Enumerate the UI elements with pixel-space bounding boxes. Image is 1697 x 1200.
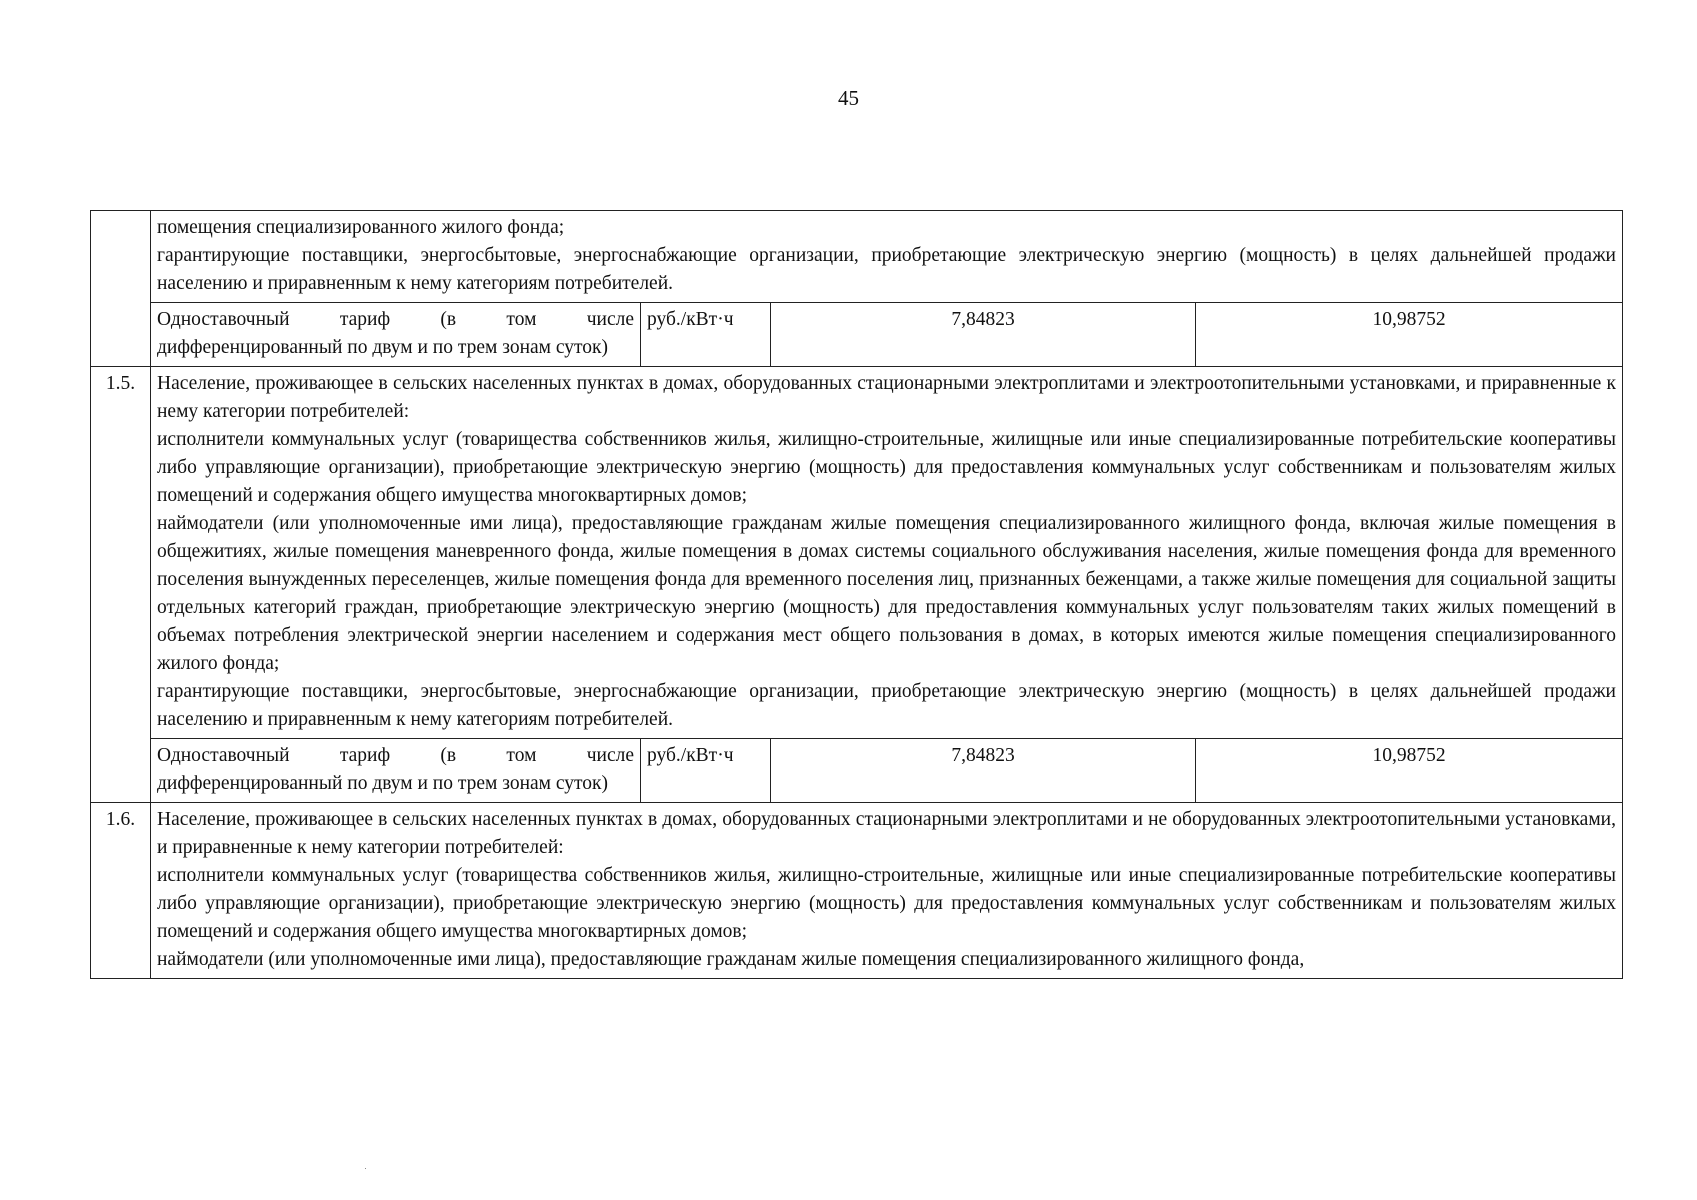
row-description xyxy=(151,211,1623,303)
row-description xyxy=(151,803,1623,979)
tariff-table xyxy=(90,210,1623,979)
description-paragraph: наймодатели (или уполномоченные ими лица), предоставляющие гражданам жилые помещения специализированного жилищного фонда, xyxy=(157,949,1305,970)
description-paragraph: исполнители коммунальных услуг (товарищества собственников жилья, жилищно-строительные, жилищные или иные специализированные потребительские кооперативы либо управляющие организации), приобретающие электрическую энергию (мощность) для предоставления коммунальных услуг собственникам и пользователям жилых помещений и содержания общего имущества многоквартирных домов; xyxy=(157,429,1616,506)
tariff-row xyxy=(91,739,1623,803)
page-number: 45 xyxy=(838,86,859,110)
description-paragraph: помещения специализированного жилого фонда; xyxy=(157,217,565,238)
scan-speck xyxy=(365,1168,366,1169)
tariff-label: Одноставочный тариф (в том числе дифференцированный по двум и по трем зонам суток) xyxy=(151,739,641,803)
description-paragraph: Население, проживающее в сельских населенных пунктах в домах, оборудованных стационарными электроплитами и не оборудованных электроотопительными установками, и приравненные к нему категории потребителей: xyxy=(157,809,1616,858)
tariff-value-1: 7,84823 xyxy=(771,303,1196,367)
tariff-label: Одноставочный тариф (в том числе дифференцированный по двум и по трем зонам суток) xyxy=(151,303,641,367)
description-paragraph: наймодатели (или уполномоченные ими лица), предоставляющие гражданам жилые помещения специализированного жилищного фонда, включая жилые помещения в общежитиях, жилые помещения маневренного фонда, жилые помещения в домах системы социального обслуживания населения, жилые помещения фонда для временного поселения вынужденных переселенцев, жилые помещения фонда для временного поселения лиц, признанных беженцами, а также жилые помещения для социальной защиты отдельных категорий граждан, приобретающие электрическую энергию (мощность) для предоставления коммунальных услуг пользователям таких жилых помещений в объемах потребления электрической энергии населением и содержания мест общего пользования в домах, в которых имеются жилые помещения специализированного жилого фонда; xyxy=(157,513,1616,674)
description-paragraph: исполнители коммунальных услуг (товарищества собственников жилья, жилищно-строительные, жилищные или иные специализированные потребительские кооперативы либо управляющие организации), приобретающие электрическую энергию (мощность) для предоставления коммунальных услуг собственникам и пользователям жилых помещений и содержания общего имущества многоквартирных домов; xyxy=(157,865,1616,942)
row-number: 1.5. xyxy=(91,367,151,803)
description-paragraph: Население, проживающее в сельских населенных пунктах в домах, оборудованных стационарными электроплитами и электроотопительными установками, и приравненные к нему категории потребителей: xyxy=(157,373,1616,422)
description-paragraph: гарантирующие поставщики, энергосбытовые, энергоснабжающие организации, приобретающие электрическую энергию (мощность) в целях дальнейшей продажи населению и приравненным к нему категориям потребителей. xyxy=(157,681,1616,730)
table-row xyxy=(91,803,1623,979)
row-number: 1.6. xyxy=(91,803,151,979)
tariff-unit: руб./кВт·ч xyxy=(641,739,771,803)
tariff-value-2: 10,98752 xyxy=(1196,739,1623,803)
row-description xyxy=(151,367,1623,739)
tariff-value-2: 10,98752 xyxy=(1196,303,1623,367)
description-paragraph: гарантирующие поставщики, энергосбытовые, энергоснабжающие организации, приобретающие электрическую энергию (мощность) в целях дальнейшей продажи населению и приравненным к нему категориям потребителей. xyxy=(157,245,1616,294)
table-row xyxy=(91,211,1623,303)
tariff-value-1: 7,84823 xyxy=(771,739,1196,803)
table-row xyxy=(91,367,1623,739)
tariff-unit: руб./кВт·ч xyxy=(641,303,771,367)
row-number xyxy=(91,211,151,367)
tariff-row xyxy=(91,303,1623,367)
